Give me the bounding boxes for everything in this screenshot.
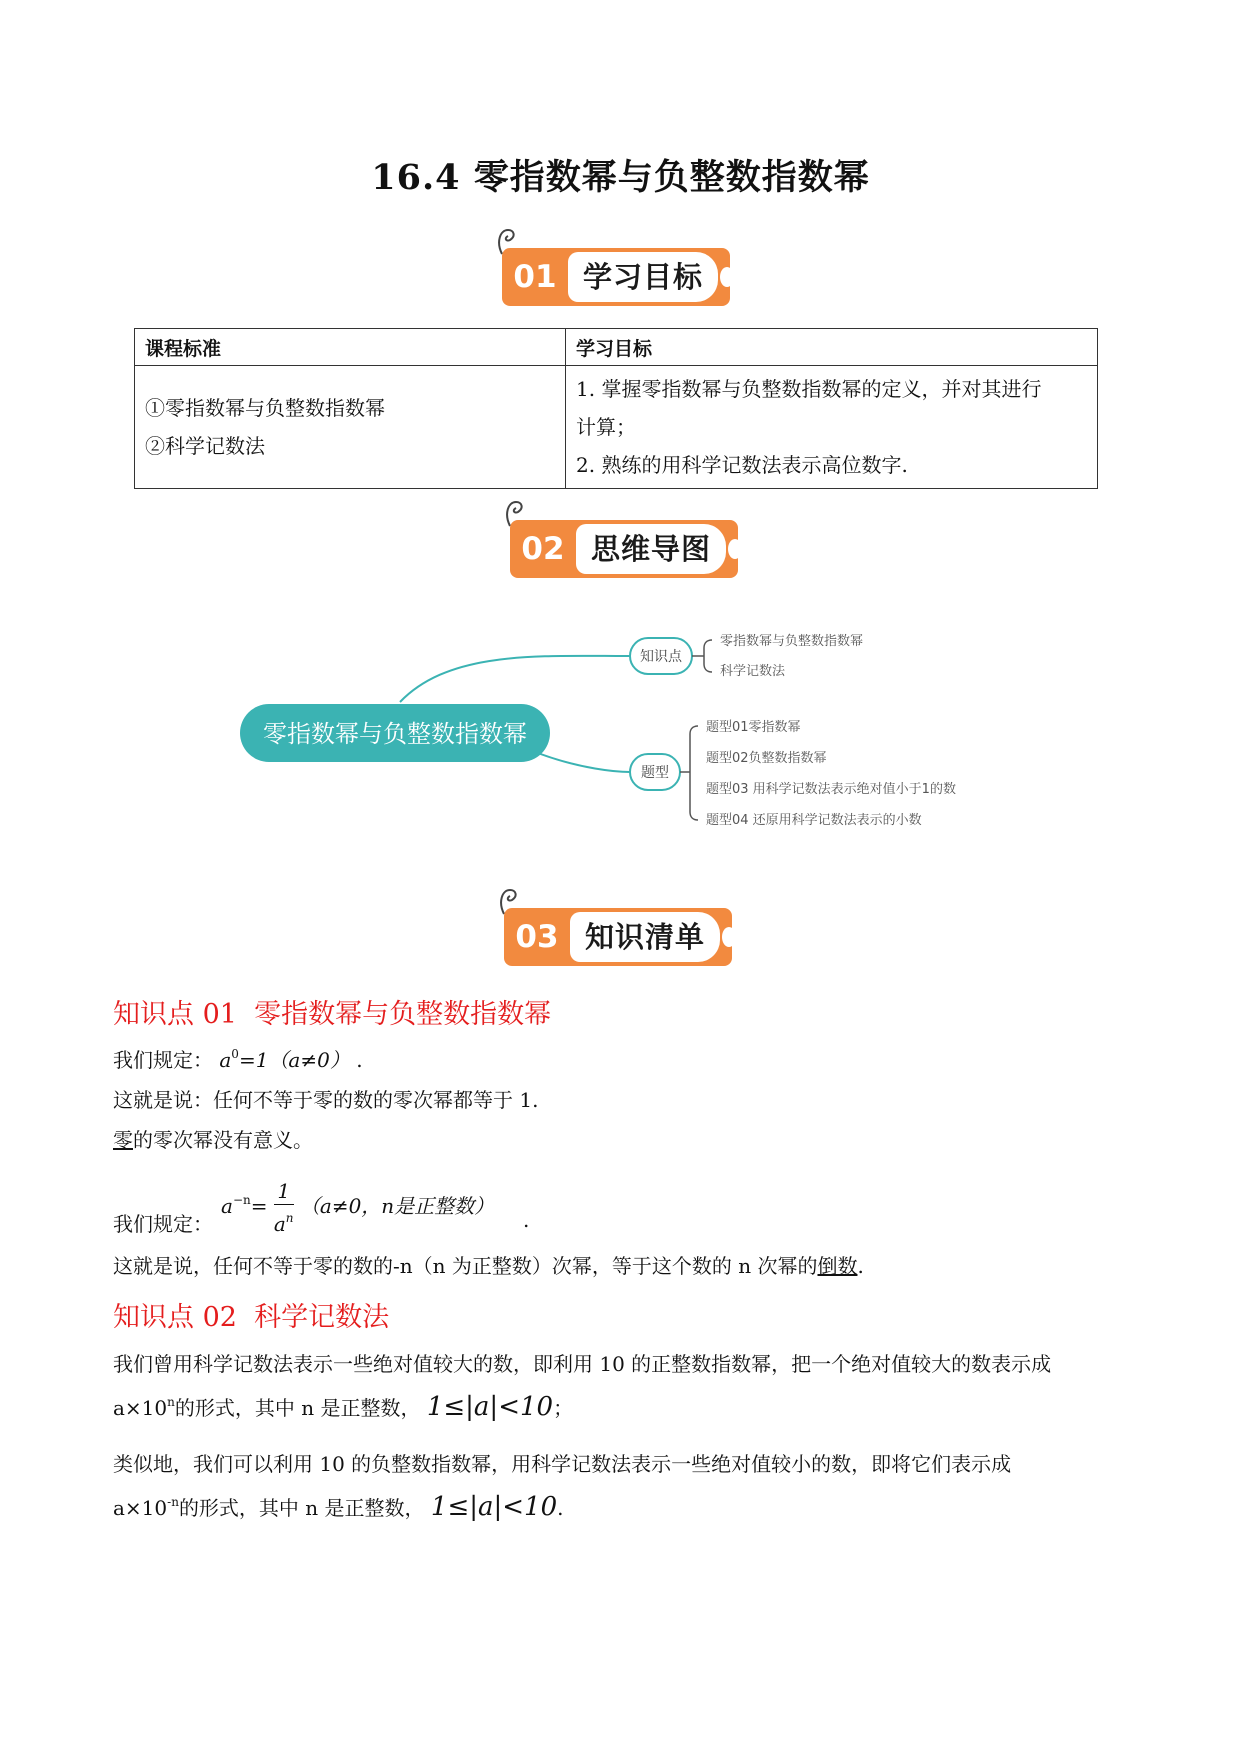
table-header-standard: 课程标准 [135,329,566,366]
text-span: 的形式，其中 n 是正整数， [174,1396,421,1420]
formula [221,1178,494,1237]
mindmap-leaf: 题型03 用科学记数法表示绝对值小于1的数 [706,782,956,797]
math-exponent: 0 [231,1047,239,1061]
section-number: 01 [513,259,557,295]
standards-cell [135,366,566,489]
knowledge-point-heading [113,992,551,1031]
period: . [356,1048,363,1072]
text-span: 的形式，其中 n 是正整数， [178,1496,425,1520]
paragraph-line: 我们曾用科学记数法表示一些绝对值较大的数，即利用 10 的正整数指数幂，把一个绝对值较大的数表示成 [113,1352,1052,1376]
explanation-line [113,1124,313,1153]
math-exponent: −n [232,1193,251,1207]
knowledge-point-heading [113,1295,389,1334]
goal-item: 1. 掌握零指数幂与负整数指数幂的定义，并对其进行 [576,377,1042,401]
inequality: 1≤|a|<10 [430,1492,558,1522]
mindmap-leaf: 零指数幂与负整数指数幂 [720,634,864,649]
math-base: a×10 [113,1396,168,1420]
explanation-line: 这就是说：任何不等于零的数的零次幂都等于 1. [113,1088,539,1112]
mindmap-root-label: 零指数幂与负整数指数幂 [263,720,527,748]
math-exponent: n [285,1211,294,1225]
math-base: a [219,1048,232,1072]
mindmap-leaf: 题型02负整数指数幂 [706,751,827,766]
section-badge-01 [494,224,734,310]
standard-item: ①零指数幂与负整数指数幂 [145,396,385,420]
section-badge-03 [496,884,736,970]
underlined-term: 零 [113,1128,133,1152]
rule-zero-exponent [113,1044,363,1073]
rule-lead: 我们规定： [113,1212,213,1236]
fraction [274,1178,294,1237]
mindmap-node-label: 知识点 [640,649,682,665]
rule-lead: 我们规定： [113,1048,213,1072]
text-span: 的零次幂没有意义。 [133,1128,313,1152]
underlined-term: 倒数 [817,1254,858,1278]
section-number: 03 [515,919,559,955]
punctuation: . [557,1496,564,1520]
math-base: a×10 [113,1496,168,1520]
kp-number: 01 [202,999,237,1030]
fraction-denominator [274,1205,294,1237]
goals-cell [566,366,1098,489]
math-base: a [273,1212,286,1236]
period: . [857,1254,864,1278]
section-label: 知识清单 [584,920,705,954]
kp-prefix: 知识点 [113,1302,194,1333]
goal-item: 2. 熟练的用科学记数法表示高位数字. [576,453,908,477]
kp-number: 02 [202,1302,237,1333]
page-title: 16.4 零指数幂与负整数指数幂 [371,157,870,198]
kp-title: 科学记数法 [254,1302,390,1333]
explanation-line [113,1250,864,1279]
mindmap-leaf: 题型01零指数幂 [706,720,801,735]
standard-item: ②科学记数法 [145,434,265,458]
period: . [523,1208,530,1232]
paragraph-line [113,1492,563,1522]
paragraph-line: 类似地，我们可以利用 10 的负整数指数幂，用科学记数法表示一些绝对值较小的数，即将它们表示成 [113,1452,1012,1476]
paragraph-line [113,1392,573,1422]
section-badge-02 [502,496,742,582]
table-header-goal: 学习目标 [566,329,1098,366]
math-exponent: n [167,1395,175,1409]
text-span: 这就是说，任何不等于零的数的-n（n 为正整数）次幂，等于这个数的 n 次幂的 [113,1254,818,1278]
section-label: 思维导图 [590,532,711,566]
mindmap-leaf: 题型04 还原用科学记数法表示的小数 [706,813,922,828]
math-exponent: -n [167,1495,179,1509]
section-label: 学习目标 [582,260,703,294]
math-condition: （a≠0，n是正整数） [299,1194,495,1218]
goal-item: 计算； [576,415,636,439]
math-expression: =1（a≠0） [238,1048,350,1072]
punctuation: ； [553,1396,574,1420]
fraction-numerator: 1 [274,1178,294,1205]
section-number: 02 [521,531,565,567]
objectives-table [134,328,1098,489]
mind-map [230,620,1030,830]
mindmap-node-label: 题型 [641,765,669,781]
math-base: a [221,1194,233,1218]
mindmap-leaf: 科学记数法 [720,664,786,679]
kp-title: 零指数幂与负整数指数幂 [254,999,552,1030]
math-equals: = [250,1194,268,1218]
kp-prefix: 知识点 [113,999,194,1030]
inequality: 1≤|a|<10 [426,1392,554,1422]
